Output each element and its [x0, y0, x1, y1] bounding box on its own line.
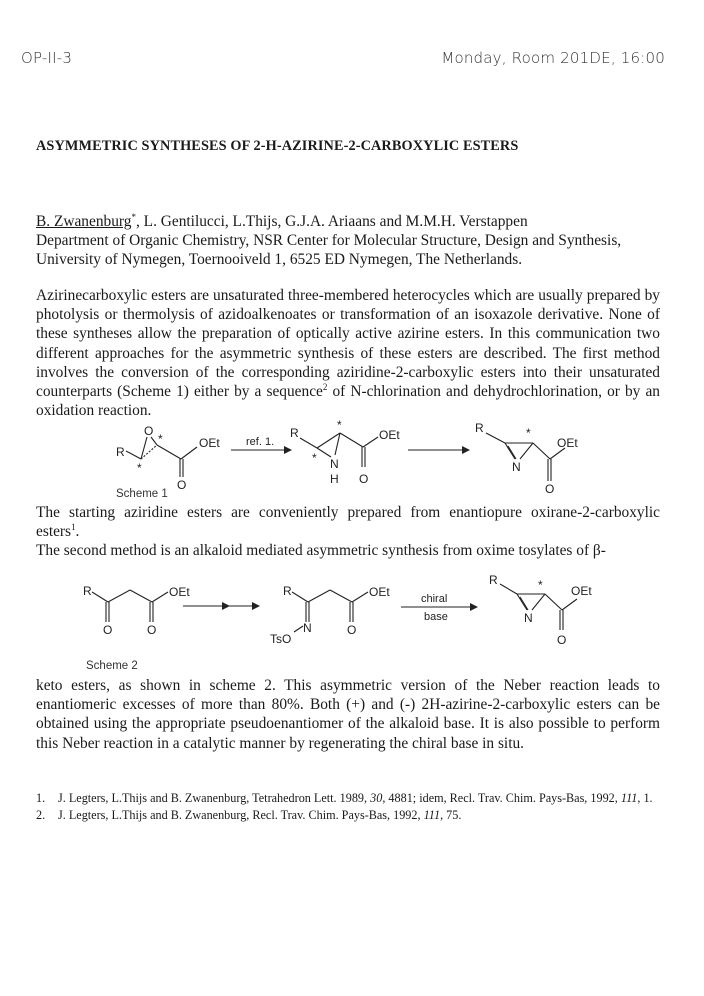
label-r: R — [116, 445, 125, 459]
arrow-label: ref. 1. — [246, 436, 275, 448]
arrow-head — [470, 603, 478, 611]
reference-text: J. Legters, L.Thijs and B. Zwanenburg, Tetrahedron Lett. 1989, — [58, 791, 371, 805]
presenting-author: B. Zwanenburg — [36, 213, 132, 230]
reference-number: 1. — [36, 791, 46, 805]
stereo-star: * — [312, 451, 317, 465]
arrow-label-top: chiral — [421, 593, 448, 605]
reference-list — [36, 790, 676, 823]
paragraph-text: The starting aziridine esters are conveniently prepared from enantiopure oxirane-2-carboxylic esters — [36, 504, 660, 541]
label-r: R — [283, 584, 292, 598]
label-o: O — [103, 623, 113, 637]
paragraph-methods — [36, 503, 660, 561]
reference-text: , 75. — [440, 807, 462, 822]
affiliation: Department of Organic Chemistry, NSR Center for Molecular Structure, Design and Synthesis, University of Nymegen, Toernooiveld 1, 6525 ED Nymegen, The Netherlands. — [36, 232, 622, 269]
label-oet: OEt — [379, 428, 400, 442]
abstract-code: OP-II-3 — [21, 49, 73, 67]
label-o: O — [177, 478, 187, 492]
label-o: O — [347, 623, 357, 637]
presenting-mark: * — [131, 211, 136, 222]
reference-text: , 1. — [637, 791, 653, 805]
paper-title: ASYMMETRIC SYNTHESES OF 2-H-AZIRINE-2-CARBOXYLIC ESTERS — [36, 138, 519, 154]
citation-2: 2 — [322, 381, 328, 392]
label-o: O — [545, 482, 555, 495]
reference-volume: 30 — [370, 791, 383, 805]
stereo-star: * — [526, 426, 531, 440]
session-info: Monday, Room 201DE, 16:00 — [441, 49, 665, 67]
scheme-2-diagram — [0, 570, 704, 660]
reference-volume: 111 — [620, 791, 638, 805]
reference-volume: 111 — [423, 807, 441, 822]
author-list — [36, 212, 660, 231]
label-r: R — [290, 426, 299, 440]
paragraph-intro — [36, 286, 660, 420]
reference-item — [36, 790, 676, 807]
paragraph-line — [36, 503, 660, 541]
label-oet: OEt — [199, 436, 220, 450]
label-h: H — [330, 472, 339, 486]
reference-number: 2. — [36, 807, 46, 822]
scheme-1-diagram — [0, 415, 704, 495]
paragraph-text: of N-chlorination and dehydrochlorination, or by an oxidation reaction. — [36, 383, 660, 420]
label-n: N — [330, 457, 339, 471]
stereo-star: * — [158, 432, 163, 446]
stereo-star: * — [538, 578, 543, 592]
label-o: O — [147, 623, 157, 637]
arrow-head — [284, 446, 292, 454]
stereo-star: * — [137, 461, 142, 475]
label-oet: OEt — [557, 436, 578, 450]
label-r: R — [489, 573, 498, 587]
label-n: N — [524, 611, 533, 625]
label-r: R — [475, 421, 484, 435]
label-n: N — [303, 621, 312, 635]
arrow-label-bottom: base — [424, 611, 448, 623]
label-oet: OEt — [571, 584, 592, 598]
label-tso: TsO — [270, 632, 292, 646]
arrow-head — [222, 602, 230, 610]
label-o: O — [359, 472, 369, 486]
reference-item — [36, 807, 676, 824]
scheme-2-caption: Scheme 2 — [86, 660, 138, 672]
label-r: R — [83, 584, 92, 598]
paragraph-text: . — [75, 523, 80, 541]
author-block — [36, 212, 660, 270]
label-n: N — [512, 460, 521, 474]
label-oet: OEt — [169, 585, 190, 599]
label-o: O — [557, 633, 567, 647]
citation-1: 1 — [71, 522, 76, 533]
label-oet: OEt — [369, 585, 390, 599]
reference-text: , 4881; idem, Recl. Trav. Chim. Pays-Bas, 1992, — [382, 791, 621, 805]
label-o: O — [144, 424, 154, 438]
paragraph-text: Azirinecarboxylic esters are unsaturated three-membered heterocycles which are usually prepared by photolysis or thermolysis of azidoalkenoates or transformation of an isoxazole derivative. None of these syntheses allow the preparation of optically active azirine esters. In this communication two different approaches for the asymmetric synthesis of these esters are described. The first method involves the conversion of the corresponding aziridine-2-carboxylic esters into their unsaturated counterparts (Scheme 1) either by a sequence — [36, 287, 660, 401]
scheme-1-caption: Scheme 1 — [116, 488, 168, 500]
co-authors: , L. Gentilucci, L.Thijs, G.J.A. Ariaans and M.M.H. Verstappen — [135, 213, 528, 230]
stereo-star: * — [337, 418, 342, 432]
paragraph-line: The second method is an alkaloid mediated asymmetric synthesis from oxime tosylates of β- — [36, 542, 606, 560]
arrow-head — [462, 446, 470, 454]
paragraph-neber: keto esters, as shown in scheme 2. This asymmetric version of the Neber reaction leads to enantiomeric excesses of more than 80%. Both (+) and (-) 2H-azirine-2-carboxylic esters can be obtained using the appropriate pseudoenantiomer of the alkaloid base. It is also possible to perform this Neber reaction in a catalytic manner by regenerating the chiral base in situ. — [36, 677, 660, 752]
reference-text: J. Legters, L.Thijs and B. Zwanenburg, Recl. Trav. Chim. Pays-Bas, 1992, — [58, 807, 424, 822]
arrow-head — [252, 602, 260, 610]
